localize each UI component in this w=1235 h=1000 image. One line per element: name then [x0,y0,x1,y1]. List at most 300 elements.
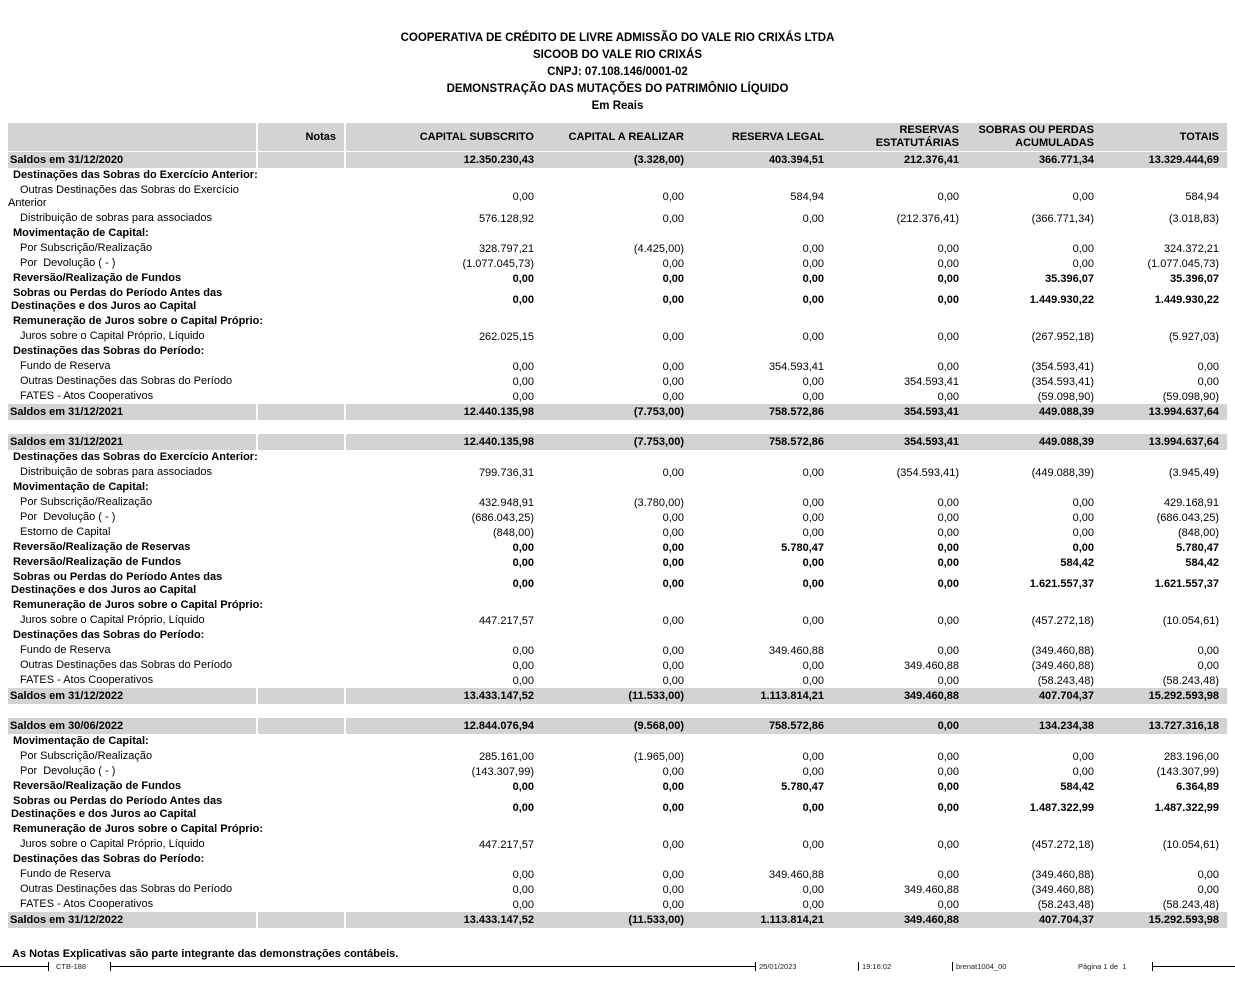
cell-value: (212.376,41) [896,212,959,225]
cell-value: 285.161,00 [478,750,534,763]
table-row [8,374,1227,389]
cell-value: 0,00 [1072,526,1094,539]
cell-value: 0,00 [937,330,959,343]
cell-value: 349.460,88 [768,644,824,657]
cell-value: 354.593,41 [903,406,959,418]
row-values [346,852,1227,867]
cell-value: 0,00 [512,578,534,590]
table-row [8,837,1227,852]
cell-value: 13.433.147,52 [463,914,534,926]
table-row [8,510,1227,525]
row-label-cell [8,169,256,182]
cell-value: 0,00 [802,330,824,343]
cell-value: 0,00 [937,614,959,627]
cell-value: (267.952,18) [1031,330,1094,343]
cell-value: 576.128,92 [478,212,534,225]
cell-value: 349.460,88 [903,883,959,896]
table-row [8,779,1227,794]
row-label-cell [8,718,256,734]
cell-value: 0,00 [937,257,959,270]
row-label-cell [8,184,256,210]
table-row [8,852,1227,867]
row-values [346,374,1227,389]
cell-value: (349.460,88) [1031,644,1094,657]
row-label: FATES - Atos Cooperativos [20,390,154,402]
table-row [8,226,1227,241]
table-row [8,867,1227,882]
row-label: Reversão/Realização de Reservas [13,541,191,553]
row-values [346,359,1227,374]
row-label: Outras Destinações das Sobras do Exercício Anterior [8,184,239,209]
table-row [8,555,1227,570]
cell-value: 0,00 [662,765,684,778]
cell-value: 0,00 [1197,360,1219,373]
row-label-cell [8,287,256,313]
row-label: Movimentação de Capital: [13,735,149,747]
row-label: Destinações das Sobras do Período: [13,629,205,641]
cell-value: 0,00 [802,257,824,270]
cell-value: 6.364,89 [1176,780,1219,793]
row-values [346,314,1227,329]
cell-value: 0,00 [802,659,824,672]
row-label-cell [8,404,256,420]
cell-value: 0,00 [802,511,824,524]
cell-value: 134.234,38 [1038,720,1094,732]
cell-value: 0,00 [512,390,534,403]
cell-value: 0,00 [937,838,959,851]
cell-value: 13.994.637,64 [1148,406,1219,418]
row-values [346,570,1227,598]
row-label-cell [8,644,256,657]
row-values [346,897,1227,912]
cell-value: 0,00 [662,659,684,672]
cell-value: (9.568,00) [633,720,684,732]
cell-value: (7.753,00) [633,436,684,448]
row-label-cell [8,481,256,494]
cell-value: 0,00 [937,578,959,590]
cell-value: 0,00 [662,360,684,373]
row-label: Remuneração de Juros sobre o Capital Próprio: [13,599,264,611]
row-label: Destinações das Sobras do Exercício Anterior: [13,169,258,181]
cell-value: 35.396,07 [1170,272,1219,285]
row-label: Fundo de Reserva [20,360,111,372]
row-label: Outras Destinações das Sobras do Período [20,375,233,387]
report-name: DEMONSTRAÇÃO DAS MUTAÇÕES DO PATRIMÔNIO LÍQUIDO [446,83,789,95]
cell-value: 0,00 [802,242,824,255]
cell-value: (59.098,90) [1037,390,1094,403]
row-label-cell [8,659,256,672]
cell-value: 212.376,41 [903,154,959,166]
cell-value: 5.780,47 [1176,541,1219,554]
cell-value: 0,00 [662,868,684,881]
row-values [346,822,1227,837]
cell-value: (354.593,41) [896,466,959,479]
table-row [8,168,1227,183]
saldos-row [8,404,1227,420]
row-values [346,211,1227,226]
cell-value: 0,00 [802,294,824,306]
column-header: RESERVAS ESTATUTÁRIAS [875,124,959,149]
row-values [346,183,1227,211]
cell-value: 0,00 [802,838,824,851]
ruler-line [111,966,755,967]
cell-value: 1.113.814,21 [760,914,824,926]
cell-value: 0,00 [802,614,824,627]
table-row [8,465,1227,480]
cell-value: 0,00 [802,802,824,814]
row-label-cell [8,272,256,285]
cell-value: (349.460,88) [1031,883,1094,896]
ruler-tick [952,962,953,971]
row-values [346,794,1227,822]
column-header: RESERVA LEGAL [731,130,824,143]
cell-value: 0,00 [802,272,824,285]
ruler-line [1153,966,1235,967]
cell-value: 447.217,57 [478,838,534,851]
cell-value: 432.948,91 [478,496,534,509]
cell-value: 0,00 [512,294,534,306]
row-label: Fundo de Reserva [20,868,111,880]
cell-value: 0,00 [512,883,534,896]
cell-value: 0,00 [1197,868,1219,881]
saldos-row [8,152,1227,168]
row-values [346,329,1227,344]
cell-value: 0,00 [1072,765,1094,778]
cell-value: (1.077.045,73) [1147,257,1219,270]
row-label-cell [8,315,264,328]
cell-value: 0,00 [937,191,959,203]
row-values [346,643,1227,658]
row-values [346,480,1227,495]
cell-value: 0,00 [937,496,959,509]
cell-value: 0,00 [662,644,684,657]
row-values [346,837,1227,852]
cell-value: (5.927,03) [1168,330,1219,343]
cell-value: (686.043,25) [1156,511,1219,524]
cell-value: 429.168,91 [1163,496,1219,509]
cell-value: 349.460,88 [768,868,824,881]
cell-value: (354.593,41) [1031,360,1094,373]
cell-value: 799.736,31 [478,466,534,479]
cell-value: 0,00 [1072,541,1094,554]
row-label-cell [8,750,256,763]
row-label: Por Devolução ( - ) [20,765,116,777]
row-label-cell [8,614,256,627]
table-section [8,152,1227,420]
cell-value: 0,00 [937,511,959,524]
cell-value: 0,00 [662,674,684,687]
cell-value: 283.196,00 [1163,750,1219,763]
cell-value: (449.088,39) [1031,466,1094,479]
cell-value: 0,00 [512,272,534,285]
page-number: Página 1 de 1 [1078,962,1127,971]
row-label-cell [8,242,256,255]
cell-value: 324.372,21 [1163,242,1219,255]
cell-value: 0,00 [937,898,959,911]
cell-value: 12.440.135,98 [463,406,534,418]
row-values [346,688,1227,704]
cell-value: 0,00 [802,375,824,388]
table-row [8,628,1227,643]
cell-value: (349.460,88) [1031,659,1094,672]
saldos-row [8,912,1227,928]
cell-value: 349.460,88 [903,914,959,926]
cell-value: 0,00 [662,838,684,851]
row-label: FATES - Atos Cooperativos [20,674,154,686]
cell-value: 0,00 [1072,511,1094,524]
cell-value: 1.449.930,22 [1029,294,1094,306]
bottom-ruler [0,958,1235,976]
print-date: 25/01/2023 [759,962,797,971]
cell-value: 0,00 [1197,644,1219,657]
cell-value: 0,00 [512,541,534,554]
row-values [346,256,1227,271]
row-label: Destinações das Sobras do Período: [13,345,205,357]
cell-value: (349.460,88) [1031,868,1094,881]
cell-value: 13.433.147,52 [463,690,534,702]
row-label-cell [8,390,256,403]
cell-value: (354.593,41) [1031,375,1094,388]
cell-value: 0,00 [512,360,534,373]
table-row [8,882,1227,897]
row-values [346,628,1227,643]
row-label-cell [8,912,256,928]
table-row [8,359,1227,374]
cell-value: 354.593,41 [768,360,824,373]
cell-value: (58.243,48) [1162,674,1219,687]
cell-value: 0,00 [937,242,959,255]
cell-value: 0,00 [802,750,824,763]
row-label-cell [8,451,256,464]
cell-value: (143.307,99) [471,765,534,778]
cell-value: 366.771,34 [1038,154,1094,166]
cell-value: 449.088,39 [1038,436,1094,448]
row-label-cell [8,838,256,851]
cell-value: 0,00 [937,541,959,554]
row-values [346,510,1227,525]
cell-value: 354.593,41 [903,436,959,448]
cell-value: 584,42 [1060,780,1094,793]
row-label-cell [8,227,256,240]
cell-value: 447.217,57 [478,614,534,627]
cell-value: (143.307,99) [1156,765,1219,778]
row-label: Saldos em 31/12/2021 [10,435,124,448]
ruler-tick [858,962,859,971]
cell-value: 584,94 [1185,191,1219,203]
row-values [346,598,1227,613]
row-label: Juros sobre o Capital Próprio, Líquido [20,838,205,850]
table-row [8,256,1227,271]
row-values [346,658,1227,673]
cell-value: 12.440.135,98 [463,436,534,448]
dmpl-table-body [8,152,1227,928]
row-values [346,271,1227,286]
table-row [8,314,1227,329]
row-label-cell [8,434,256,450]
cell-value: 0,00 [937,556,959,569]
cell-value: 0,00 [662,272,684,285]
cell-value: 758.572,86 [768,436,824,448]
cell-value: 758.572,86 [768,406,824,418]
cell-value: 0,00 [937,750,959,763]
cell-value: 0,00 [662,578,684,590]
cell-value: 0,00 [512,659,534,672]
cell-value: (3.780,00) [633,496,684,509]
trade-name: SICOOB DO VALE RIO CRIXÁS [532,49,703,61]
notas-cell [258,434,344,450]
cell-value: 1.113.814,21 [760,690,824,702]
cell-value: 1.487.322,99 [1029,802,1094,814]
cell-value: 0,00 [937,802,959,814]
cell-value: 0,00 [662,390,684,403]
table-row [8,570,1227,598]
ruler-tick [48,962,49,971]
row-label: Destinações das Sobras do Exercício Anterior: [13,451,258,463]
row-values [346,882,1227,897]
footnote: As Notas Explicativas são parte integrante das demonstrações contábeis. [12,948,399,960]
cell-value: 0,00 [937,644,959,657]
row-label-cell [8,212,256,225]
cell-value: 328.797,21 [478,242,534,255]
cell-value: 0,00 [802,556,824,569]
cell-value: (4.425,00) [633,242,684,255]
cell-value: 0,00 [1072,257,1094,270]
row-values [346,525,1227,540]
header-notas: Notas [258,123,344,151]
table-section [8,434,1227,704]
cell-value: 0,00 [662,191,684,203]
cell-value: 0,00 [662,466,684,479]
cell-value: 0,00 [662,257,684,270]
row-values [346,718,1227,734]
cell-value: 5.780,47 [781,780,824,793]
saldos-row [8,688,1227,704]
row-label: Por Subscrição/Realização [20,750,153,762]
table-row [8,540,1227,555]
report-title-block [0,0,1235,115]
row-label-cell [8,688,256,704]
ruler-line [0,966,48,967]
row-label: Estorno de Capital [20,526,111,538]
cell-value: 0,00 [1197,883,1219,896]
table-row [8,613,1227,628]
row-label: Juros sobre o Capital Próprio, Líquido [20,614,205,626]
row-label-cell [8,674,256,687]
cell-value: 0,00 [662,780,684,793]
print-user: brenat1004_00 [956,962,1007,971]
cell-value: (3.945,49) [1168,466,1219,479]
row-label: Distribuição de sobras para associados [20,212,212,224]
cell-value: (848,00) [493,526,534,539]
table-row [8,183,1227,211]
cell-value: 1.487.322,99 [1154,802,1219,814]
row-label-cell [8,883,256,896]
table-row [8,643,1227,658]
row-label-cell [8,541,256,554]
column-header: TOTAIS [1179,130,1219,143]
column-header: SOBRAS OU PERDAS ACUMULADAS [978,124,1094,149]
table-row [8,329,1227,344]
table-row [8,495,1227,510]
cell-value: 0,00 [662,526,684,539]
cell-value: 0,00 [512,802,534,814]
cell-value: 0,00 [662,883,684,896]
table-row [8,822,1227,837]
column-header: CAPITAL SUBSCRITO [419,130,534,143]
cell-value: 584,94 [790,191,824,203]
cell-value: 0,00 [937,272,959,285]
cell-value: 0,00 [512,556,534,569]
row-label: Movimentação de Capital: [13,227,149,239]
cell-value: (10.054,61) [1162,614,1219,627]
cell-value: 349.460,88 [903,690,959,702]
row-label: Fundo de Reserva [20,644,111,656]
cell-value: 1.621.557,37 [1029,578,1094,590]
cell-value: 407.704,37 [1038,690,1094,702]
cell-value: (686.043,25) [471,511,534,524]
saldos-row [8,718,1227,734]
row-values [346,749,1227,764]
cell-value: 262.025,15 [478,330,534,343]
cell-value: 15.292.593,98 [1148,690,1219,702]
cell-value: (1.965,00) [633,750,684,763]
cell-value: 0,00 [512,868,534,881]
cell-value: 1.449.930,22 [1154,294,1219,306]
cell-value: 0,00 [512,674,534,687]
row-label: Movimentação de Capital: [13,481,149,493]
row-label-cell [8,152,256,168]
row-values [346,404,1227,420]
row-label: Reversão/Realização de Fundos [13,272,182,284]
cell-value: 0,00 [937,720,959,732]
cell-value: 12.844.076,94 [463,720,534,732]
cell-value: 449.088,39 [1038,406,1094,418]
row-label-cell [8,868,256,881]
table-row [8,673,1227,688]
cell-value: (366.771,34) [1031,212,1094,225]
cell-value: 15.292.593,98 [1148,914,1219,926]
row-values [346,286,1227,314]
header-label-cell [8,123,256,151]
cell-value: 12.350.230,43 [463,154,534,166]
row-label: Sobras ou Perdas do Período Antes das Destinações e dos Juros ao Capital [11,287,223,312]
row-label: Sobras ou Perdas do Período Antes das Destinações e dos Juros ao Capital [11,571,223,596]
row-values [346,344,1227,359]
row-label: Reversão/Realização de Fundos [13,556,182,568]
row-values [346,555,1227,570]
cell-value: (59.098,90) [1162,390,1219,403]
cell-value: 0,00 [662,511,684,524]
cell-value: 35.396,07 [1045,272,1094,285]
table-row [8,794,1227,822]
cell-value: 13.727.316,18 [1148,720,1219,732]
row-label: Saldos em 31/12/2022 [10,913,124,926]
cell-value: 0,00 [512,191,534,203]
cell-value: 0,00 [802,496,824,509]
table-row [8,211,1227,226]
cell-value: 0,00 [802,674,824,687]
row-label-cell [8,795,256,821]
cell-value: 0,00 [1072,191,1094,203]
cell-value: (58.243,48) [1162,898,1219,911]
cell-value: 0,00 [1197,375,1219,388]
row-label: Por Devolução ( - ) [20,511,116,523]
cell-value: 0,00 [512,780,534,793]
cell-value: 0,00 [937,674,959,687]
row-label: FATES - Atos Cooperativos [20,898,154,910]
cell-value: 0,00 [662,614,684,627]
cell-value: 0,00 [802,578,824,590]
